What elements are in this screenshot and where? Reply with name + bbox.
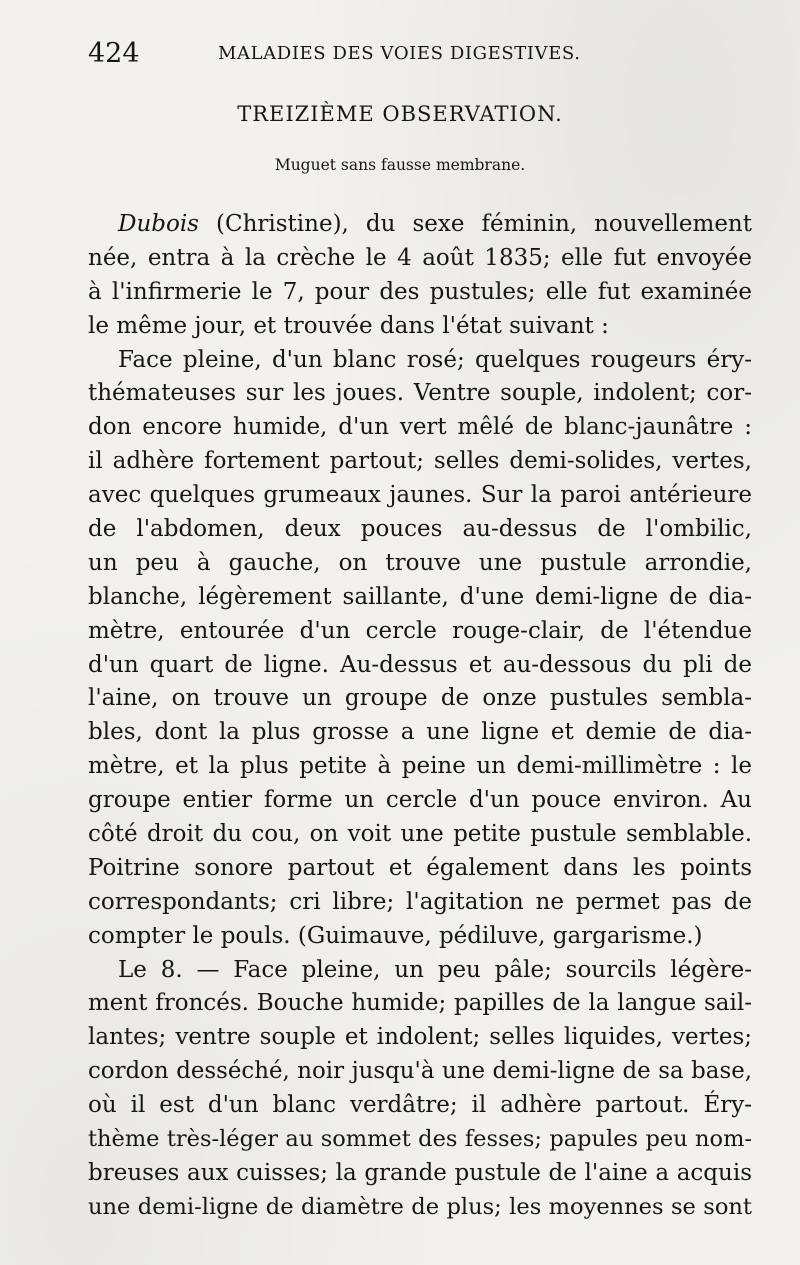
text-line-rest: (Christine), du sexe féminin, nouvellement — [198, 211, 752, 237]
text-line: une demi-ligne de diamètre de plus; les moyennes se sont — [88, 1193, 752, 1220]
page-header — [88, 34, 750, 74]
text-line: mètre, entourée d'un cercle rouge-clair, de l'étendue — [88, 617, 752, 644]
text-line — [88, 208, 752, 242]
text-line: groupe entier forme un cercle d'un pouce environ. Au — [88, 787, 752, 814]
text-line: à l'infirmerie le 7, pour des pustules; elle fut examinée — [88, 278, 752, 305]
text-line: ment froncés. Bouche humide; papilles de la langue sail- — [88, 990, 752, 1017]
section-subtitle: Muguet sans fausse membrane. — [274, 156, 526, 174]
text-line: il adhère fortement partout; selles demi-solides, vertes, — [88, 448, 752, 475]
text-line: thème très-léger au sommet des fesses; papules peu nom- — [88, 1126, 752, 1153]
text-line: le même jour, et trouvée dans l'état suivant : — [88, 312, 609, 339]
text-line: cordon desséché, noir jusqu'à une demi-ligne de sa base, — [88, 1058, 752, 1085]
text-line: d'un quart de ligne. Au-dessus et au-dessous du pli de — [88, 651, 752, 678]
text-line: correspondants; cri libre; l'agitation ne permet pas de — [88, 888, 752, 915]
text-line: mètre, et la plus petite à peine un demi-millimètre : le — [88, 753, 752, 780]
section-title: TREIZIÈME OBSERVATION. — [237, 102, 563, 126]
text-line: Poitrine sonore partout et également dans les points — [88, 854, 752, 881]
text-line: l'aine, on trouve un groupe de onze pustules sembla- — [88, 685, 752, 712]
text-line: lantes; ventre souple et indolent; selles liquides, vertes; — [88, 1024, 752, 1051]
text-line: thémateuses sur les joues. Ventre souple, indolent; cor- — [88, 380, 752, 407]
body-text — [88, 208, 752, 1225]
text-line: bles, dont la plus grosse a une ligne et demie de dia- — [88, 719, 752, 746]
text-line: don encore humide, d'un vert mêlé de blanc-jaunâtre : — [88, 414, 752, 441]
text-line: compter le pouls. (Guimauve, pédiluve, gargarisme.) — [88, 922, 703, 949]
text-line: de l'abdomen, deux pouces au-dessus de l'ombilic, — [88, 516, 752, 543]
patient-name: Dubois — [118, 211, 199, 237]
running-head: MALADIES DES VOIES DIGESTIVES. — [218, 43, 581, 64]
page-number: 424 — [88, 38, 140, 69]
text-line: blanche, légèrement saillante, d'une demi-ligne de dia- — [88, 583, 752, 610]
text-line: un peu à gauche, on trouve une pustule arrondie, — [88, 549, 752, 576]
text-line: breuses aux cuisses; la grande pustule de l'aine a acquis — [88, 1159, 752, 1186]
text-line: avec quelques grumeaux jaunes. Sur la paroi antérieure — [88, 482, 752, 509]
text-line: où il est d'un blanc verdâtre; il adhère partout. Éry- — [88, 1092, 752, 1119]
text-line: née, entra à la crèche le 4 août 1835; elle fut envoyée — [88, 244, 752, 271]
text-line: Le 8. — Face pleine, un peu pâle; sourcils légère- — [118, 956, 752, 983]
text-line: côté droit du cou, on voit une petite pustule semblable. — [88, 821, 752, 848]
text-line: Face pleine, d'un blanc rosé; quelques rougeurs éry- — [118, 346, 752, 373]
